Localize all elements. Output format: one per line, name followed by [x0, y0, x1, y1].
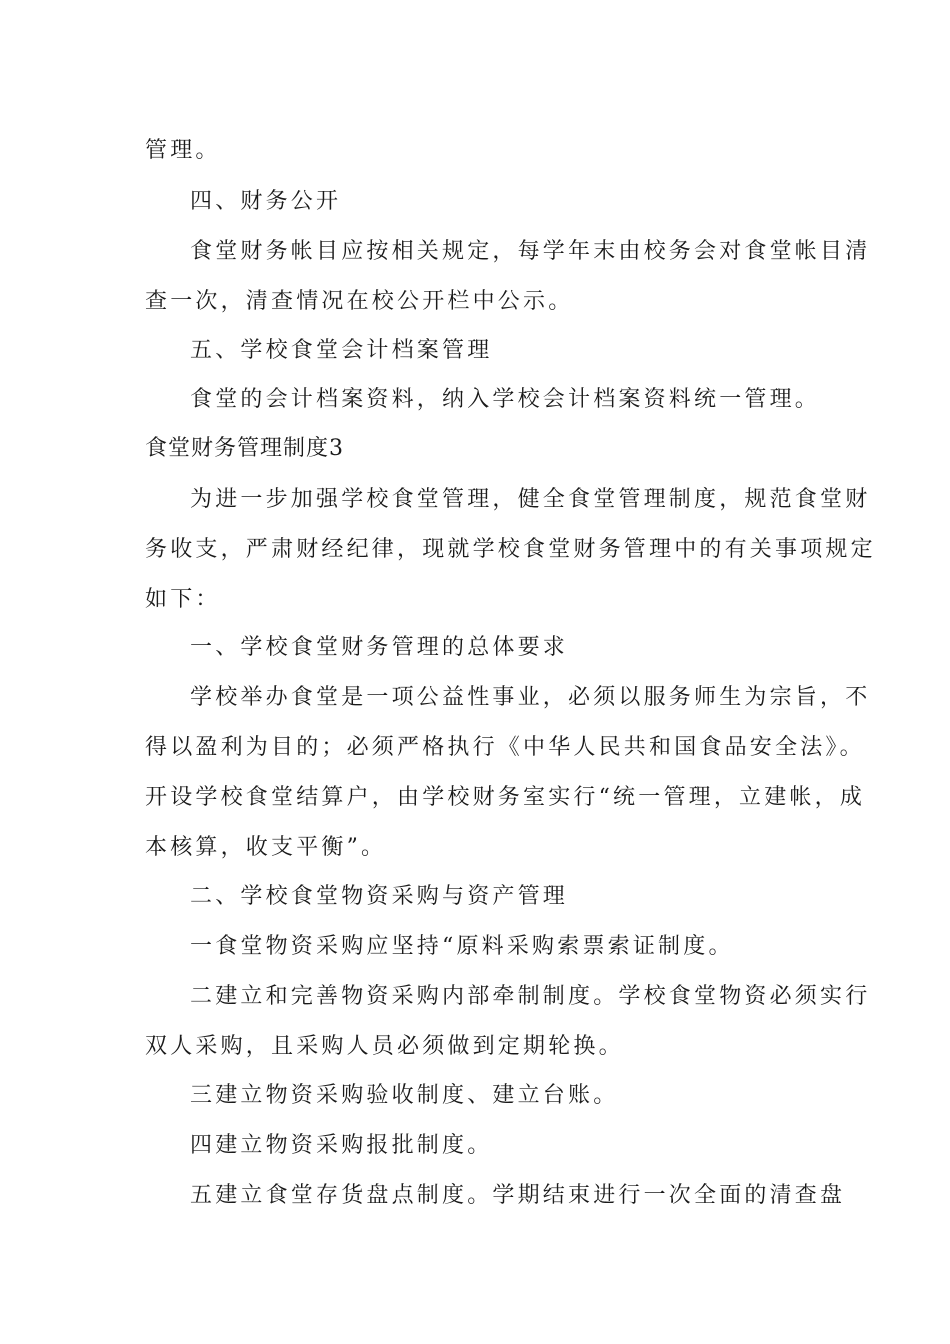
list-item: 五建立食堂存货盘点制度。学期结束进行一次全面的清查盘	[190, 1183, 846, 1208]
paragraph-line: 双人采购，且采购人员必须做到定期轮换。	[145, 1034, 624, 1059]
list-item: 一食堂物资采购应坚持“原料采购索票索证制度。	[190, 934, 734, 959]
section-heading: 四、财务公开	[190, 189, 342, 214]
list-item: 三建立物资采购验收制度、建立台账。	[190, 1083, 619, 1108]
paragraph-line: 管理。	[145, 138, 221, 163]
document-title: 食堂财务管理制度3	[145, 436, 344, 461]
paragraph-line: 为进一步加强学校食堂管理，健全食堂管理制度，规范食堂财	[190, 487, 871, 512]
paragraph-line: 食堂财务帐目应按相关规定，每学年末由校务会对食堂帐目清	[190, 239, 871, 264]
paragraph-line: 如下：	[145, 587, 221, 612]
paragraph-line: 得以盈利为目的；必须严格执行《中华人民共和国食品安全法》。	[145, 735, 865, 760]
section-heading: 一、学校食堂财务管理的总体要求	[190, 635, 569, 660]
paragraph-line: 务收支，严肃财经纪律，现就学校食堂财务管理中的有关事项规定	[145, 537, 876, 562]
paragraph-line: 本核算，收支平衡”。	[145, 835, 387, 860]
list-item: 四建立物资采购报批制度。	[190, 1133, 493, 1158]
paragraph-line: 食堂的会计档案资料，纳入学校会计档案资料统一管理。	[190, 387, 821, 412]
list-item: 二建立和完善物资采购内部牵制制度。学校食堂物资必须实行	[190, 984, 871, 1009]
paragraph-line: 查一次，清查情况在校公开栏中公示。	[145, 289, 574, 314]
paragraph-line: 学校举办食堂是一项公益性事业，必须以服务师生为宗旨，不	[190, 685, 871, 710]
section-heading: 二、学校食堂物资采购与资产管理	[190, 884, 569, 909]
section-heading: 五、学校食堂会计档案管理	[190, 338, 493, 363]
paragraph-line: 开设学校食堂结算户，由学校财务室实行“统一管理，立建帐，成	[145, 785, 866, 810]
